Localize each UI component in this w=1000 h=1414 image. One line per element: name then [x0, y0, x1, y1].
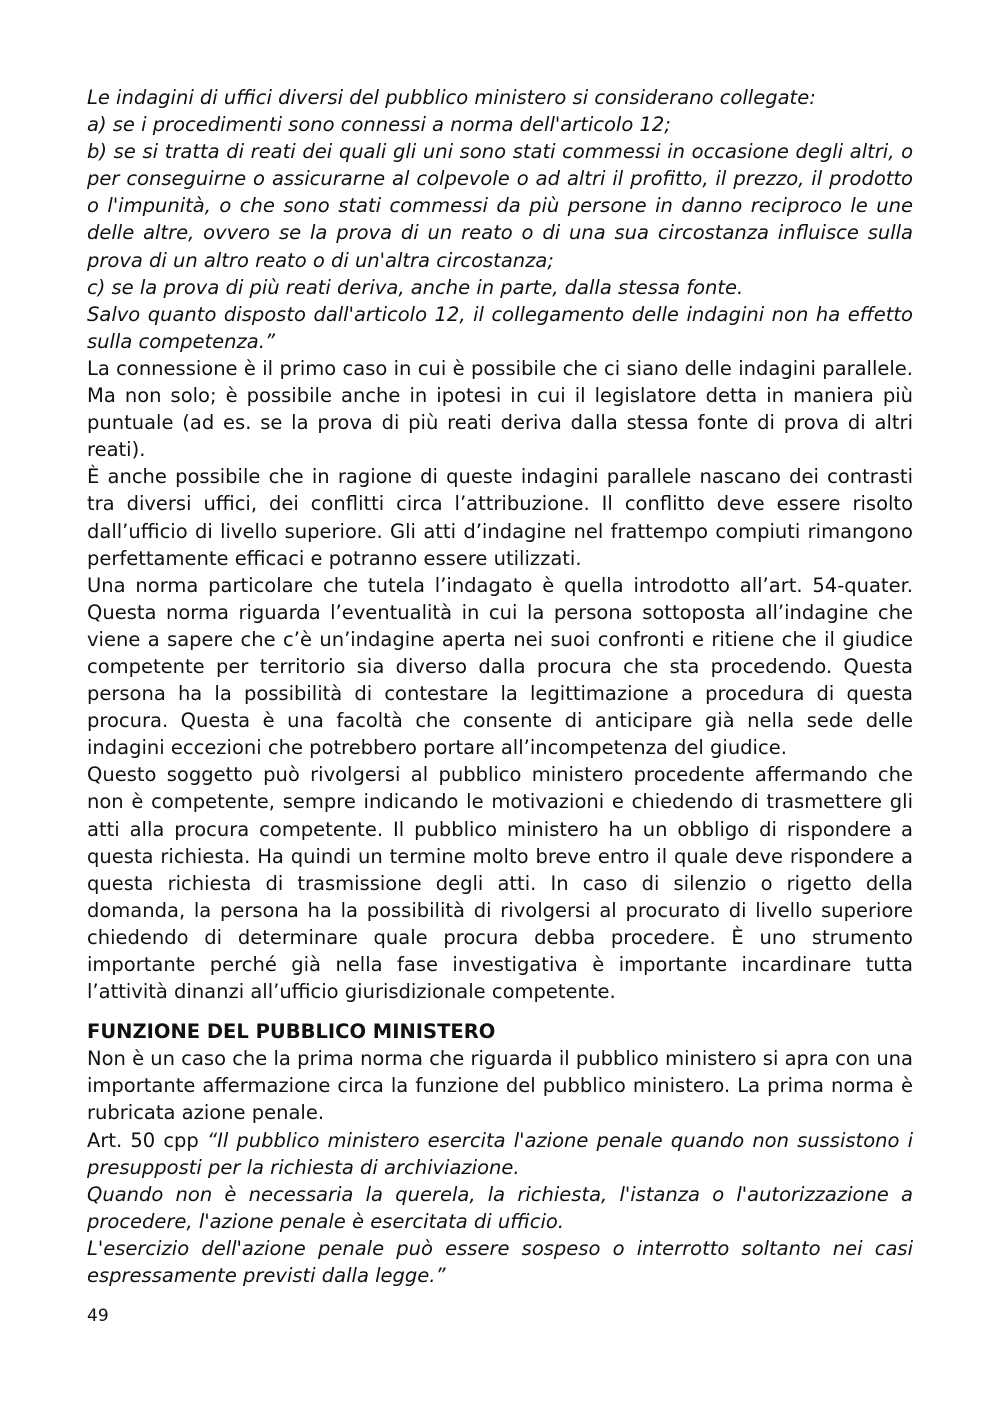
quote-paragraph: Quando non è necessaria la querela, la richiesta, l'istanza o l'autorizzazione a procedere, l'azione penale è esercitata di ufficio.: [87, 1182, 913, 1233]
article-quote: “Il pubblico ministero esercita l'azione penale quando non sussistono i presupposti per la richiesta di archiviazione.: [87, 1128, 913, 1179]
quote-paragraph: L'esercizio dell'azione penale può essere sospeso o interrotto soltanto nei casi espressamente previsti dalla legge.”: [87, 1236, 913, 1288]
page-number: 49: [87, 1306, 109, 1326]
quote-paragraph: c) se la prova di più reati deriva, anche in parte, dalla stessa fonte.: [87, 275, 744, 299]
article-citation: [87, 1127, 913, 1181]
quote-paragraph: Le indagini di uffici diversi del pubblico ministero si considerano collegate:: [87, 86, 816, 109]
document-page: [87, 84, 913, 1289]
body-paragraph: La connessione è il primo caso in cui è possibile che ci siano delle indagini parallele. Ma non solo; è possibile anche in ipotesi in cui il legislatore detta in maniera più puntuale (ad es. se la prova di più reati deriva dalla stessa fonte di prova di altri reati).: [87, 356, 913, 462]
quote-paragraph: Salvo quanto disposto dall'articolo 12, il collegamento delle indagini non ha effetto sulla competenza.”: [87, 302, 913, 353]
quote-paragraph: a) se i procedimenti sono connessi a norma dell'articolo 12;: [87, 113, 671, 137]
section-heading: FUNZIONE DEL PUBBLICO MINISTERO: [87, 1020, 496, 1044]
body-paragraph: Una norma particolare che tutela l’indagato è quella introdotto all’art. 54-quater. Questa norma riguarda l’eventualità in cui la persona sottoposta all’indagine che viene a sapere che c’è un’indagine aperta nei suoi confronti e ritiene che il giudice competente per territorio sia diverso dalla procura che sta procedendo. Questa persona ha la possibilità di contestare la legittimazione a procedura di questa procura. Questa è una facoltà che consente di anticipare già nella sede delle indagini eccezioni che potrebbero portare all’incompetenza del giudice.: [87, 573, 913, 760]
quote-paragraph: b) se si tratta di reati dei quali gli uni sono stati commessi in occasione degli altri, o per conseguirne o assicurarne al colpevole o ad altri il profitto, il prezzo, il prodotto o l'impunità, o che sono stati commessi da più persone in danno reciproco le une delle altre, ovvero se la prova di un reato o di una sua circostanza influisce sulla prova di un altro reato o di un'altra circostanza;: [87, 140, 913, 272]
body-paragraph: È anche possibile che in ragione di queste indagini parallele nascano dei contrasti tra diversi uffici, dei conflitti circa l’attribuzione. Il conflitto deve essere risolto dall’ufficio di livello superiore. Gli atti d’indagine nel frattempo compiuti rimangono perfettamente efficaci e potranno essere utilizzati.: [87, 465, 913, 570]
body-paragraph: Questo soggetto può rivolgersi al pubblico ministero procedente affermando che non è competente, sempre indicando le motivazioni e chiedendo di trasmettere gli atti alla procura competente. Il pubblico ministero ha un obbligo di rispondere a questa richiesta. Ha quindi un termine molto breve entro il quale deve rispondere a questa richiesta di trasmissione degli atti. In caso di silenzio o rigetto della domanda, la persona ha la possibilità di rivolgersi al procurato di livello superiore chiedendo di determinare quale procura debba procedere. È uno strumento importante perché già nella fase investigativa è importante incardinare tutta l’attività dinanzi all’ufficio giurisdizionale competente.: [87, 763, 913, 1004]
article-prefix: Art. 50 cpp: [87, 1128, 207, 1152]
body-paragraph: Non è un caso che la prima norma che riguarda il pubblico ministero si apra con una importante affermazione circa la funzione del pubblico ministero. La prima norma è rubricata azione penale.: [87, 1047, 913, 1125]
